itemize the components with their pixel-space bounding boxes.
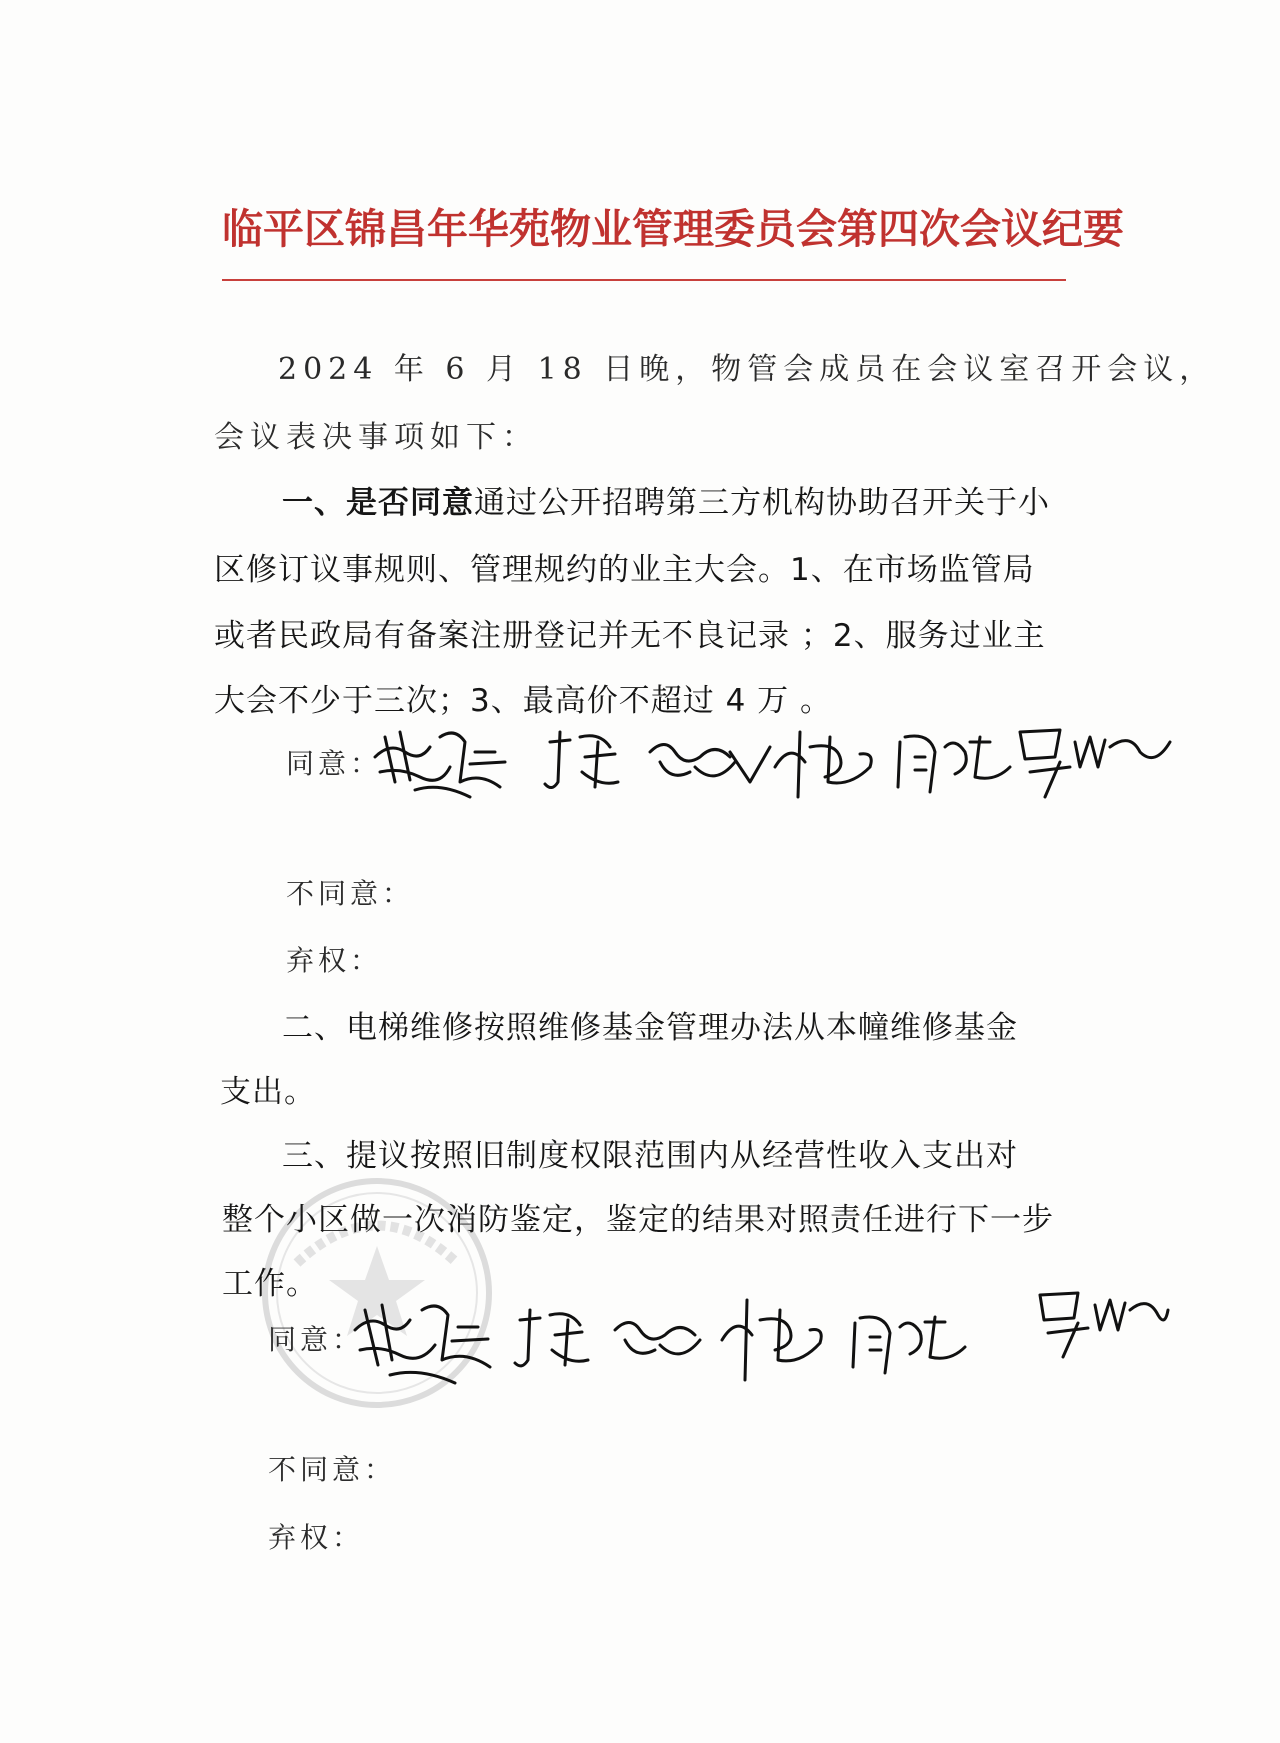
item3-line-2: 整个小区做一次消防鉴定，鉴定的结果对照责任进行下一步	[222, 1202, 1054, 1238]
signature-6	[1020, 730, 1170, 797]
signature-1	[355, 1305, 490, 1383]
signature-5	[898, 736, 1010, 792]
item1-agree-label: 同意：	[286, 747, 383, 780]
item1-abstain-label: 弃权：	[286, 944, 383, 977]
item1-line-4: 大会不少于三次；3、最高价不超过 4 万 。	[214, 683, 833, 719]
signature-6	[1040, 1293, 1168, 1357]
item3-line-1: 三、提议按照旧制度权限范围内从经营性收入支出对	[282, 1138, 1018, 1174]
item1-line-1	[282, 477, 1050, 522]
signature-3	[650, 745, 770, 783]
item3-disagree-label: 不同意：	[268, 1453, 397, 1486]
item3-agree-label: 同意：	[268, 1323, 365, 1356]
document-title: 临平区锦昌年华苑物业管理委员会第四次会议纪要	[222, 205, 1124, 253]
signature-4	[775, 732, 871, 797]
item1-lead: 一、是否同意	[282, 485, 474, 521]
signature-2	[515, 1310, 588, 1366]
signature-2	[545, 732, 618, 788]
signature-5	[853, 1317, 965, 1373]
title-divider	[222, 279, 1066, 281]
item3-signatures	[350, 1285, 1170, 1395]
item1-line-2: 区修订议事规则、管理规约的业主大会。1、在市场监管局	[214, 552, 1035, 588]
signature-3	[615, 1323, 700, 1354]
signature-4	[722, 1300, 821, 1380]
intro-line-2: 会议表决事项如下：	[214, 420, 538, 455]
item1-disagree-label: 不同意：	[286, 877, 415, 910]
item1-line-3: 或者民政局有备案注册登记并无不良记录 ；2、服务过业主	[214, 618, 1046, 654]
item1-line-1-rest: 通过公开招聘第三方机构协助召开关于小	[474, 485, 1050, 521]
item2-line-1: 二、电梯维修按照维修基金管理办法从本幢维修基金	[282, 1010, 1018, 1046]
item1-signatures	[370, 712, 1180, 802]
signature-1	[375, 732, 505, 797]
item3-line-3: 工作。	[222, 1266, 318, 1302]
item3-abstain-label: 弃权：	[268, 1521, 365, 1554]
intro-line-1: 2024 年 6 月 18 日晚，物管会成员在会议室召开会议，	[278, 352, 1216, 387]
item2-line-2: 支出。	[220, 1074, 316, 1110]
